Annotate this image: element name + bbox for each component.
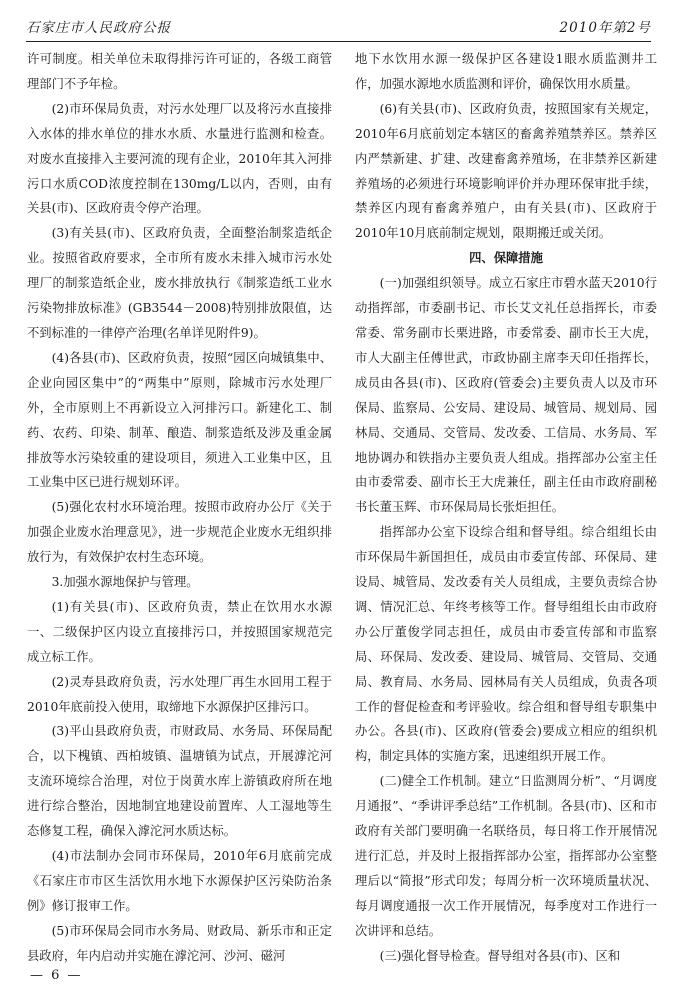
paragraph: (一)加强组织领导。成立石家庄市碧水蓝天2010行动指挥部，市委副书记、市长艾文礼任总指挥长，市委常委、常务副市长栗进路，市委常委、副市长王大虎，市人大副主任傅世武，市政协副主席李天印任指挥长，成员由各县(市)、区政府(管委会)主要负责人以及市环保局、监察局、公安局、建设局、城管局、规划局、园林局、交通局、交管局、发改委、工信局、水务局、军地协调办和铁指办主要负责人组成。指挥部办公室主任由市委常委、副市长王大虎兼任，副主任由市政府副秘书长董玉辉、市环保局局长张炬担任。 (355, 276, 657, 515)
paragraph: (3)平山县政府负责，市财政局、水务局、环保局配合，以下槐镇、西柏坡镇、温塘镇为试点，开展滹沱河支流环境综合治理，对位于岗黄水库上游镇政府所在地进行综合整治，因地制宜地建设前置库、人工湿地等生态修复工程，确保入滹沱河水质达标。 (27, 724, 332, 839)
paragraph: (2)灵寿县政府负责，污水处理厂再生水回用工程于2010年底前投入使用，取缔地下水源保护区排污口。 (27, 674, 332, 714)
section-heading: 四、保障措施 (469, 250, 543, 266)
right-column (355, 47, 657, 967)
paragraph: (三)强化督导检查。督导组对各县(市)、区和 (379, 948, 621, 963)
left-column (27, 47, 332, 967)
page-number: — 6 — (30, 968, 83, 983)
paragraph: 许可制度。相关单位未取得排污许可证的，各级工商管理部门不予年检。 (27, 52, 332, 91)
paragraph: (4)市法制办会同市环保局，2010年6月底前完成《石家庄市市区生活饮用水地下水源保护区污染防治条例》修订报审工作。 (27, 849, 332, 913)
paragraph: 3.加强水源地保护与管理。 (51, 575, 199, 590)
publication-title: 石家庄市人民政府公报 (26, 20, 171, 36)
paragraph: (5)强化农村水环境治理。按照市政府办公厅《关于加强企业废水治理意见》，进一步规范企业废水无组织排放行为，有效保护农村生态环境。 (27, 500, 332, 565)
paragraph: (6)有关县(市)、区政府负责，按照国家有关规定，2010年6月底前划定本辖区的畜禽养殖禁养区。禁养区内严禁新建、扩建、改建畜禽养殖场，在非禁养区新建养殖场的必须进行环境影响评价并办理环保审批手续，禁养区内现有畜禽养殖户，由有关县(市)、区政府于2010年10月底前制定规划，限期搬迁或关闭。 (355, 101, 657, 241)
paragraph: (2)市环保局负责，对污水处理厂以及将污水直接排入水体的排水单位的排水水质、水量进行监测和检查。对废水直接排入主要河流的现有企业，2010年其入河排污口水质COD浓度控制在130mg/L以内，否则，由有关县(市)、区政府责令停产治理。 (27, 101, 332, 216)
page-header (26, 14, 651, 36)
paragraph: (3)有关县(市)、区政府负责，全面整治制浆造纸企业。按照省政府要求，全市所有废水未排入城市污水处理厂的制浆造纸企业，废水排放执行《制浆造纸工业水污染物排放标准》(GB3544－2008)特别排放限值，达不到标准的一律停产治理(名单详见附件9)。 (27, 226, 332, 340)
paragraph: (5)市环保局会同市水务局、财政局、新乐市和正定县政府，年内启动并实施在滹沱河、沙河、磁河 (27, 923, 332, 963)
paragraph: (二)健全工作机制。建立“日监测周分析”、“月调度月通报”、“季讲评季总结”工作机制。各县(市)、区和市政府有关部门要明确一名联络员，每日将工作开展情况进行汇总，并及时上报指挥部办公室，指挥部办公室整理后以“简报”形式印发；每周分析一次环境质量状况、每月调度通报一次工作开展情况，每季度对工作进行一次讲评和总结。 (355, 774, 657, 938)
header-rule (26, 41, 651, 42)
paragraph: 指挥部办公室下设综合组和督导组。综合组组长由市环保局牛新国担任，成员由市委宣传部、环保局、建设局、城管局、发改委有关人员组成，主要负责综合协调、情况汇总、年终考核等工作。督导组组长由市政府办公厅董俊学同志担任，成员由市委宣传部和市监察局、环保局、发改委、建设局、城管局、交管局、交通局、教育局、水务局、园林局有关人员组成，负责各项工作的督促检查和考评验收。综合组和督导组专职集中办公。各县(市)、区政府(管委会)要成立相应的组织机构，制定具体的实施方案，迅速组织开展工作。 (355, 525, 657, 764)
paragraph: (4)各县(市)、区政府负责，按照“园区向城镇集中、企业向园区集中”的“两集中”原则，除城市污水处理厂外，全市原则上不再新设立入河排污口。新建化工、制药、农药、印染、制革、酿造、制浆造纸及涉及重金属排放等水污染较重的建设项目，须进入工业集中区，且工业集中区已进行规划环评。 (27, 350, 332, 490)
issue-number: 2010年第2号 (559, 20, 651, 36)
paragraph: (1)有关县(市)、区政府负责，禁止在饮用水水源一、二级保护区内设立直接排污口，并按照国家规范完成立标工作。 (27, 599, 332, 664)
paragraph: 地下水饮用水源一级保护区各建设1眼水质监测井工作，加强水源地水质监测和评价，确保饮用水质量。 (355, 52, 657, 91)
